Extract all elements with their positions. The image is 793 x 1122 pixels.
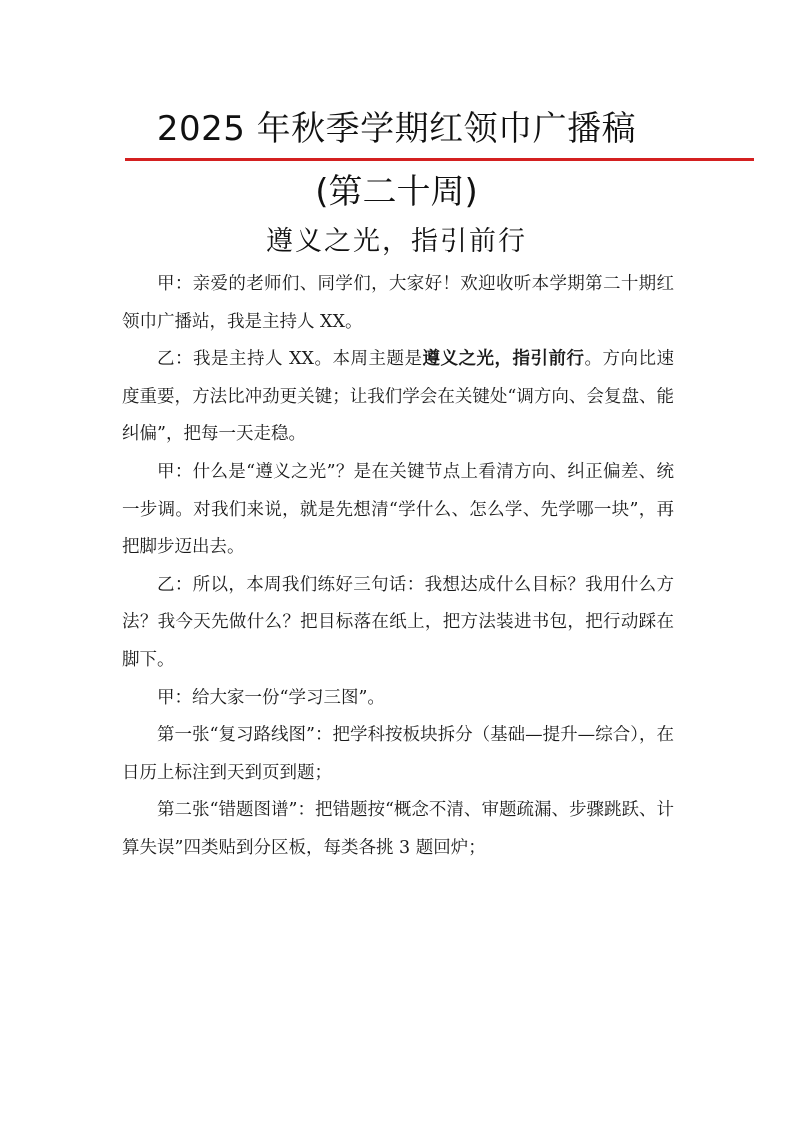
paragraph-5: 甲：给大家一份“学习三图”。 [157, 687, 385, 708]
paragraph-7: 第二张“错题图谱”：把错题按“概念不清、审题疏漏、步骤跳跃、计算失误”四类贴到分区板，每类各挑 3 题回炉； [122, 800, 674, 858]
theme-heading: 遵义之光，指引前行 [266, 226, 527, 257]
paragraph-2-rest: 。方向比速度重要，方法比冲劲更关键；让我们学会在关键处“调方向、会复盘、能纠偏”，把每一天走稳。 [122, 349, 675, 445]
document-subtitle: (第二十周) [315, 172, 478, 212]
paragraph-1: 甲：亲爱的老师们、同学们，大家好！欢迎收听本学期第二十期红领巾广播站，我是主持人 XX。 [122, 274, 674, 332]
paragraph-2-lead: 乙：我是主持人 XX。本周主题是 [157, 349, 423, 370]
paragraph-2-theme-bold: 遵义之光，指引前行 [422, 349, 585, 370]
document-title: 2025 年秋季学期红领巾广播稿 [156, 109, 637, 149]
paragraph-2 [122, 341, 674, 454]
paragraph-3: 甲：什么是“遵义之光”？是在关键节点上看清方向、纠正偏差、统一步调。对我们来说，就是先想清“学什么、怎么学、先学哪一块”，再把脚步迈出去。 [122, 461, 674, 558]
broadcast-script-body [122, 266, 674, 868]
title-divider [125, 158, 754, 161]
paragraph-6: 第一张“复习路线图”：把学科按板块拆分（基础—提升—综合），在日历上标注到天到页到题； [122, 725, 674, 783]
paragraph-4: 乙：所以，本周我们练好三句话：我想达成什么目标？我用什么方法？我今天先做什么？把目标落在纸上，把方法装进书包，把行动踩在脚下。 [122, 574, 674, 670]
